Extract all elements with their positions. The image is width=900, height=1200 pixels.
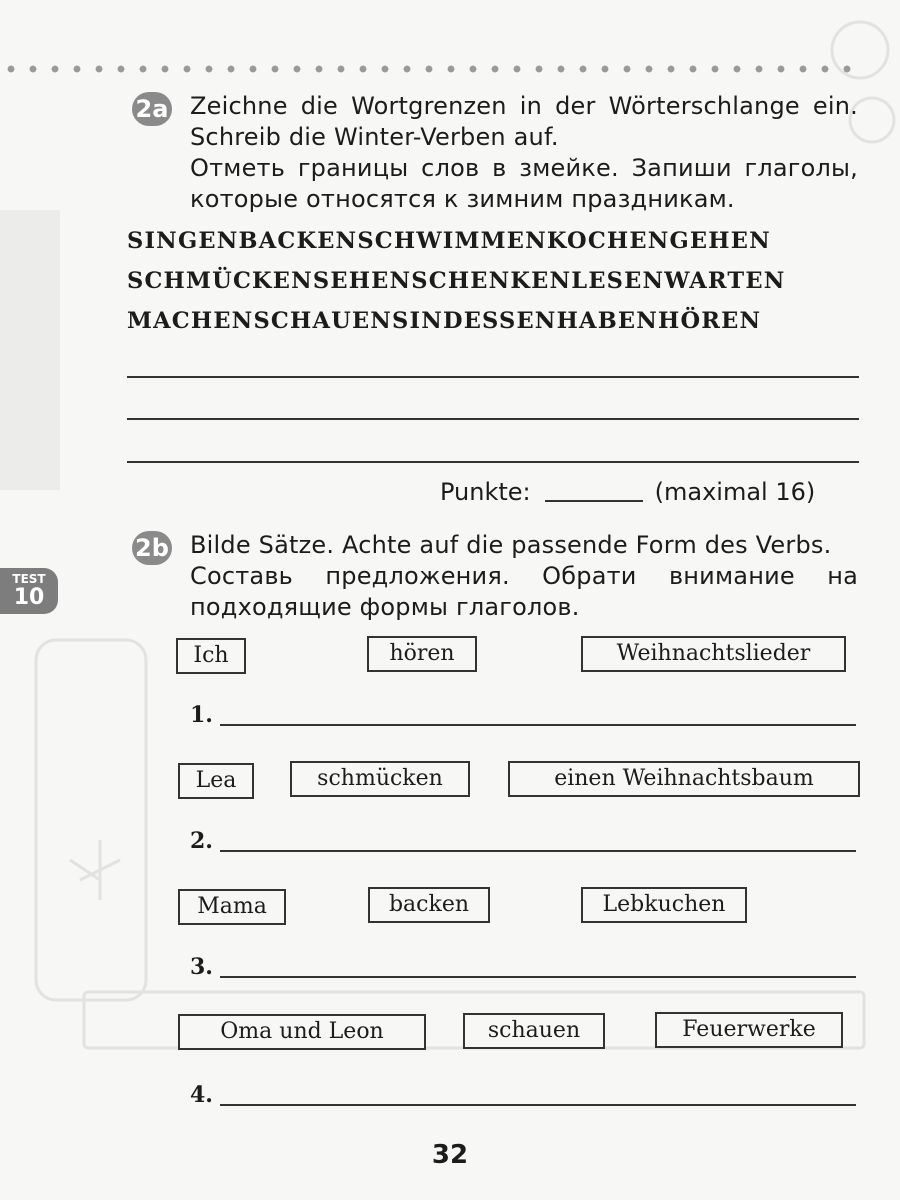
page-number: 32: [431, 1140, 469, 1170]
answer-number: 1.: [190, 702, 213, 728]
word-box-verb: backen: [368, 887, 490, 923]
answer-line-1[interactable]: [190, 700, 856, 730]
answer-number: 2.: [190, 828, 213, 854]
word-snake-line-3[interactable]: MACHENSCHAUENSINDESSENHABENHÖREN: [127, 308, 762, 334]
word-box-subject: Mama: [178, 889, 286, 925]
points-max: (maximal 16): [654, 478, 816, 506]
word-box-object: Weihnachtslieder: [581, 636, 846, 672]
writing-line[interactable]: [127, 461, 859, 463]
word-box-verb: schauen: [463, 1013, 605, 1049]
instruction-german: Zeichne die Wortgrenzen in der Wörterschlange ein. Schreib die Winter-Verben auf.: [190, 92, 858, 151]
instruction-russian: Составь предложения. Обрати внимание на подходящие формы глаголов.: [190, 562, 858, 621]
word-snake-line-1[interactable]: SINGENBACKENSCHWIMMENKOCHENGEHEN: [127, 228, 771, 254]
test-tab-number: 10: [13, 585, 45, 610]
points-field: [440, 478, 815, 506]
task-badge-2b: 2b: [132, 531, 172, 565]
instruction-german: Bilde Sätze. Achte auf die passende Form des Verbs.: [190, 531, 832, 559]
word-box-object: Lebkuchen: [581, 887, 747, 923]
word-box-object: einen Weihnachtsbaum: [508, 761, 860, 797]
word-box-subject: Ich: [176, 638, 246, 674]
answer-line-3[interactable]: [190, 952, 856, 982]
points-label: Punkte:: [440, 478, 531, 506]
dotted-separator: [0, 62, 860, 76]
writing-line[interactable]: [127, 418, 859, 420]
points-blank[interactable]: [545, 500, 643, 502]
writing-line[interactable]: [127, 376, 859, 378]
test-tab: [0, 568, 58, 614]
task-badge-2a: 2a: [132, 92, 172, 126]
word-snake-line-2[interactable]: SCHMÜCKENSEHENSCHENKENLESENWARTEN: [127, 268, 786, 294]
word-box-object: Feuerwerke: [655, 1012, 843, 1048]
word-box-subject: Oma und Leon: [178, 1014, 426, 1050]
answer-number: 3.: [190, 954, 213, 980]
answer-line-4[interactable]: [190, 1080, 856, 1110]
word-box-subject: Lea: [178, 763, 254, 799]
task-2b-instruction: [190, 530, 858, 623]
instruction-russian: Отметь границы слов в змейке. Запиши глаголы, которые относятся к зимним праздникам.: [190, 154, 858, 213]
test-tab-label: TEST: [12, 572, 46, 586]
task-2a-instruction: [190, 91, 858, 215]
answer-line-2[interactable]: [190, 826, 856, 856]
word-box-verb: hören: [367, 636, 477, 672]
word-box-verb: schmücken: [290, 761, 470, 797]
answer-number: 4.: [190, 1082, 213, 1108]
